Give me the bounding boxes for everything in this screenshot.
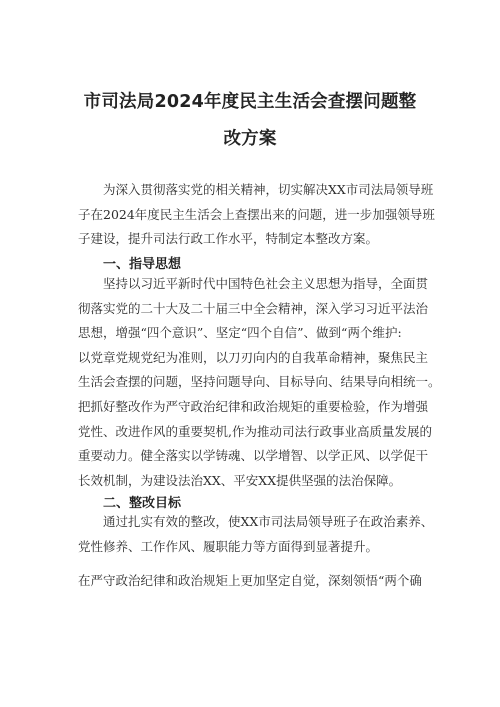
section1-line: 以党章党规党纪为准则，以刀刃向内的自我革命精神，聚焦民主 bbox=[78, 349, 429, 365]
document-title-line-1: 市司法局2024年度民主生活会查摆问题整 bbox=[83, 92, 417, 112]
section2-paragraph bbox=[78, 510, 434, 559]
section1-line: 把抓好整改作为严守政治纪律和政治规矩的重要检验，作为增强 bbox=[78, 398, 429, 414]
section1-line: 坚持以习近平新时代中国特色社会主义思想为指导，全面贯 bbox=[103, 276, 429, 291]
section1-paragraph bbox=[78, 272, 441, 493]
intro-line: 子建设，提升司法行政工作水平，特制定本整改方案。 bbox=[78, 231, 379, 247]
intro-line: 子在2024年度民主生活会上查摆出来的问题，进一步加强领导班 bbox=[78, 206, 435, 222]
section2-line: 通过扎实有效的整改，使XX市司法局领导班子在政治素养、 bbox=[103, 514, 434, 529]
intro-paragraph bbox=[78, 178, 435, 252]
intro-line: 为深入贯彻落实党的相关精神，切实解决XX市司法局领导班 bbox=[103, 182, 434, 197]
section1-line: 重要动力。健全落实以学铸魂、以学增智、以学正风、以学促干 bbox=[78, 448, 429, 464]
section1-line: 党性、改进作风的重要契机,作为推动司法行政事业高质量发展的 bbox=[78, 423, 432, 439]
section2-continuation-line: 在严守政治纪律和政治规矩上更加坚定自觉，深刻领悟“两个确 bbox=[78, 573, 422, 588]
section1-line: 彻落实党的二十大及二十届三中全会精神，深入学习习近平法治 bbox=[78, 300, 429, 316]
section-heading-rectification-goals: 二、整改目标 bbox=[103, 496, 182, 511]
document-title-line-2: 改方案 bbox=[223, 129, 277, 149]
section-heading-guiding-ideology: 一、指导思想 bbox=[103, 257, 182, 272]
section2-line: 党性修养、工作作风、履职能力等方面得到显著提升。 bbox=[78, 538, 379, 554]
section1-line: 长效机制，为建设法治XX、平安XX提供坚强的法治保障。 bbox=[78, 472, 402, 488]
section1-line: 思想，增强“四个意识”、坚定“四个自信”、做到“两个维护: bbox=[78, 325, 402, 341]
section1-line: 生活会查摆的问题，坚持问题导向、目标导向、结果导向相统一。 bbox=[78, 374, 441, 390]
